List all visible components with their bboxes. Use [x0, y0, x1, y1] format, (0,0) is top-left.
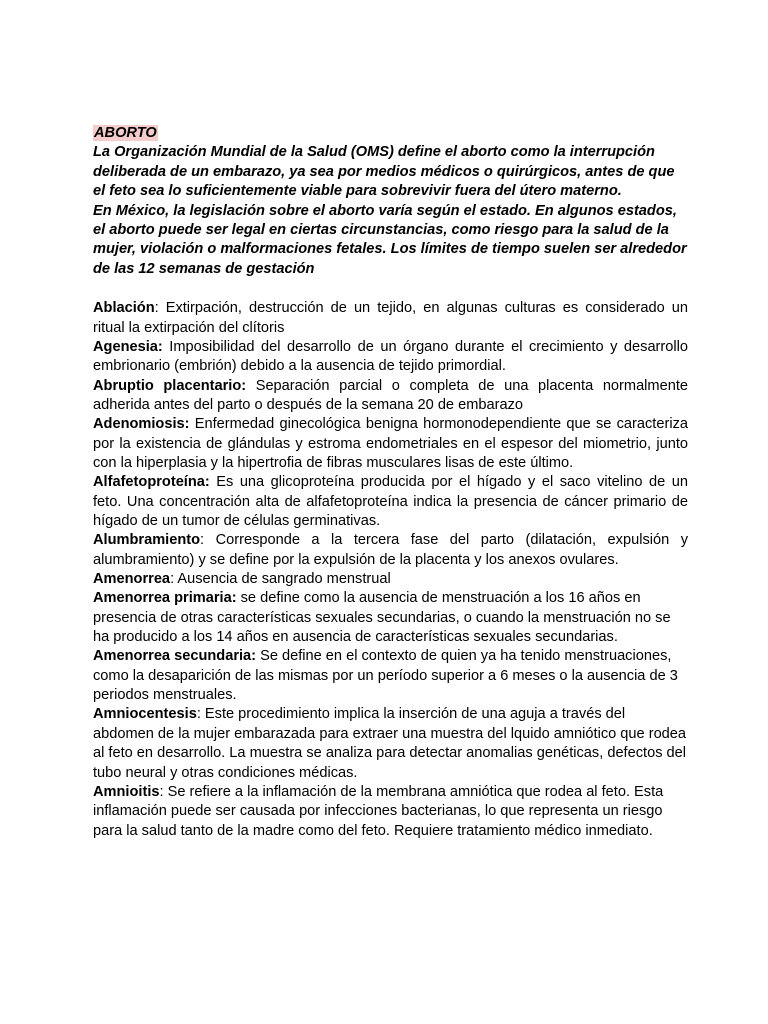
- glossary-term: Ablación: [93, 300, 155, 317]
- glossary-entry-adenomiosis: [93, 415, 688, 473]
- glossary-term: Amniocentesis: [93, 706, 197, 723]
- glossary-term: Amnioitis: [93, 783, 160, 800]
- glossary-term: Adenomiosis:: [93, 416, 190, 433]
- glossary-list: [93, 299, 688, 841]
- glossary-definition: Es una glicoproteína producida por el hígado y el saco vitelino de un feto. Una concentración alta de alfafetoproteína indica la presencia de cáncer primario de hígado de un tumor de células germinativas.: [93, 474, 688, 530]
- glossary-definition: Este procedimiento implica la inserción de una aguja a través del abdomen de la mujer embarazada para extraer una muestra del lquido amniótico que rodea al feto en desarrollo. La muestra se analiza para detectar anomalias genéticas, defectos del tubo neural y otras condiciones médicas.: [93, 706, 687, 781]
- glossary-entry-amenorrea-primaria: [93, 589, 688, 647]
- glossary-entry-alfafetoproteina: [93, 473, 688, 531]
- glossary-term: Agenesia:: [93, 338, 163, 355]
- glossary-entry-amniocentesis: [93, 705, 688, 782]
- glossary-entry-agenesia: [93, 338, 688, 377]
- glossary-entry-abruptio-placentario: [93, 377, 688, 416]
- glossary-definition: Extirpación, destrucción de un tejido, en algunas culturas es considerado un ritual la extirpación del clítoris: [93, 300, 688, 336]
- document-heading: [93, 124, 688, 143]
- glossary-term: Abruptio placentario:: [93, 377, 247, 394]
- intro-section: [93, 124, 688, 279]
- glossary-definition: Corresponde a la tercera fase del parto (dilatación, expulsión y alumbramiento) y se define por la expulsión de la placenta y los anexos ovulares.: [93, 532, 688, 568]
- glossary-definition: Imposibilidad del desarrollo de un órgano durante el crecimiento y desarrollo embrionario (embrión) debido a la ausencia de tejido primordial.: [93, 338, 688, 375]
- glossary-separator: :: [154, 300, 159, 317]
- section-spacer: [93, 279, 688, 299]
- glossary-separator: :: [200, 532, 205, 549]
- glossary-definition: se define como la ausencia de menstruación a los 16 años en presencia de otras características sexuales secundarias, o cuando la menstruación no se ha producido a los 14 años en ausencia de características sexuales secundarias.: [93, 590, 671, 646]
- glossary-term: Amenorrea secundaria:: [93, 648, 257, 665]
- glossary-entry-ablacion: [93, 299, 688, 338]
- glossary-term: Amenorrea: [93, 571, 171, 588]
- glossary-separator: :: [170, 571, 175, 588]
- intro-paragraph-mexico: En México, la legislación sobre el aborto varía según el estado. En algunos estados, el aborto puede ser legal en ciertas circunstancias, como riesgo para la salud de la mujer, violación o malformaciones fetales. Los límites de tiempo suelen ser alrededor de las 12 semanas de gestación: [93, 202, 687, 277]
- intro-paragraph-oms: La Organización Mundial de la Salud (OMS) define el aborto como la interrupción deliberada de un embarazo, ya sea por medios médicos o quirúrgicos, antes de que el feto sea lo suficientemente viable para sobrevivir fuera del útero materno.: [93, 144, 675, 200]
- glossary-entry-amenorrea: [93, 570, 688, 589]
- glossary-definition: Separación parcial o completa de una placenta normalmente adherida antes del parto o después de la semana 20 de embarazo: [93, 377, 688, 413]
- glossary-term: Alumbramiento: [93, 532, 201, 549]
- heading-highlight: ABORTO: [94, 125, 157, 141]
- glossary-definition: Se refiere a la inflamación de la membrana amniótica que rodea al feto. Esta inflamación puede ser causada por infecciones bacterianas, lo que representa un riesgo para la salud tanto de la madre como del feto. Requiere tratamiento médico inmediato.: [93, 783, 664, 839]
- glossary-entry-amnioitis: [93, 783, 688, 841]
- glossary-entry-amenorrea-secundaria: [93, 647, 688, 705]
- glossary-separator: :: [159, 783, 164, 800]
- glossary-definition: Se define en el contexto de quien ya ha tenido menstruaciones, como la desaparición de las mismas por un período superior a 6 meses o la ausencia de 3 periodos menstruales.: [93, 648, 678, 704]
- glossary-term: Amenorrea primaria:: [93, 590, 237, 607]
- glossary-entry-alumbramiento: [93, 531, 688, 570]
- glossary-separator: :: [196, 706, 201, 723]
- glossary-term: Alfafetoproteína:: [93, 474, 210, 491]
- glossary-definition: Ausencia de sangrado menstrual: [174, 571, 391, 588]
- glossary-definition: Enfermedad ginecológica benigna hormonodependiente que se caracteriza por la existencia de glándulas y estroma endometriales en el espesor del miometrio, junto con la hiperplasia y la hipertrofia de fibras musculares lisas de este último.: [93, 416, 688, 471]
